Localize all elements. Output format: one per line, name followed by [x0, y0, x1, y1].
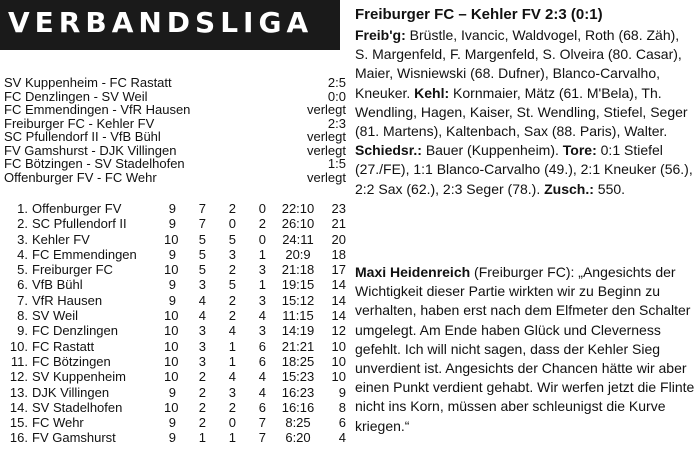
table-row — [4, 293, 346, 308]
table-cell-p: 10 — [164, 231, 179, 247]
table-cell-w: 4 — [198, 292, 206, 308]
table-cell-d: 0 — [228, 415, 236, 431]
table-row — [4, 415, 346, 430]
table-row — [4, 262, 346, 277]
table-cell-l: 4 — [258, 308, 266, 324]
table-cell-goals: 16:16 — [281, 399, 315, 415]
table-cell-w: 3 — [198, 323, 206, 339]
table-row — [4, 323, 346, 338]
table-cell-w: 7 — [198, 216, 206, 232]
table-row — [4, 400, 346, 415]
table-cell-pts: 10 — [331, 353, 346, 369]
table-cell-team: Freiburger FC — [32, 262, 113, 278]
home-label: Freib'g: — [355, 27, 406, 43]
table-cell-rank: 12. — [9, 369, 28, 385]
table-cell-rank: 16. — [9, 430, 28, 446]
table-cell-w: 3 — [198, 353, 206, 369]
table-cell-pts: 9 — [338, 384, 346, 400]
table-cell-p: 9 — [168, 216, 176, 232]
table-cell-d: 0 — [228, 216, 236, 232]
result-row — [4, 76, 346, 90]
table-cell-pts: 8 — [338, 399, 346, 415]
table-cell-d: 3 — [228, 384, 236, 400]
goals-label: Tore: — [562, 142, 597, 159]
table-cell-goals: 21:18 — [281, 262, 315, 278]
referee: Bauer (Kuppenheim). — [425, 142, 559, 159]
table-cell-pts: 18 — [331, 246, 346, 262]
table-cell-p: 9 — [168, 415, 176, 431]
table-cell-team: SV Kuppenheim — [32, 369, 126, 385]
table-cell-d: 2 — [228, 262, 236, 278]
table-cell-team: VfB Bühl — [32, 277, 83, 293]
section-header — [0, 0, 340, 50]
table-row — [4, 354, 346, 369]
table-cell-pts: 4 — [338, 430, 346, 446]
table-cell-rank: 13. — [9, 384, 28, 400]
table-cell-goals: 20:9 — [285, 246, 311, 262]
table-cell-p: 10 — [164, 353, 179, 369]
table-row — [4, 247, 346, 262]
coach-quote — [355, 263, 695, 436]
table-cell-w: 1 — [198, 430, 206, 446]
table-cell-d: 1 — [228, 338, 236, 354]
table-cell-pts: 14 — [331, 277, 346, 293]
table-cell-d: 2 — [228, 201, 236, 216]
table-cell-l: 7 — [258, 415, 266, 431]
table-row — [4, 339, 346, 354]
quote-text: „Angesichts der Wichtigkeit dieser Partie wirkten wir zu Beginn zu verhalten, haben erst nach dem Elfmeter den Schalter umgelegt. Am Ende haben Glück und Cleverness gefehlt. Ich will nicht sagen, dass der Kehler Sieg unverdient ist. Angesichts der Chancen hätte wir aber einen Punkt verdient gehabt. Wir werfen jetzt die Flinte nicht ins Korn, müssen aber schleunigst die Kurve kriegen.“ — [355, 264, 695, 434]
table-cell-goals: 24:11 — [282, 231, 314, 247]
quote-speaker-club: (Freiburger FC): — [474, 264, 575, 280]
quote-speaker: Maxi Heidenreich — [355, 264, 471, 280]
attendance: 550. — [597, 180, 626, 197]
table-row — [4, 308, 346, 323]
table-cell-l: 0 — [258, 231, 266, 247]
table-cell-l: 0 — [258, 201, 266, 216]
table-cell-p: 9 — [168, 292, 176, 308]
table-cell-w: 2 — [198, 369, 206, 385]
table-cell-w: 5 — [198, 262, 206, 278]
table-cell-l: 3 — [258, 323, 266, 339]
table-cell-goals: 15:12 — [281, 292, 315, 308]
section-title: VERBANDSLIGA — [8, 6, 314, 39]
table-cell-rank: 1. — [17, 201, 28, 216]
table-cell-rank: 10. — [9, 338, 28, 354]
result-row — [4, 103, 346, 117]
match-report — [355, 26, 695, 199]
result-row — [4, 171, 346, 185]
table-cell-pts: 10 — [331, 338, 346, 354]
table-cell-rank: 8. — [17, 308, 28, 324]
table-cell-d: 4 — [228, 323, 236, 339]
table-cell-d: 4 — [228, 369, 236, 385]
result-match: Freiburger FC - Kehler FV — [4, 115, 155, 131]
table-cell-l: 4 — [258, 384, 266, 400]
table-cell-goals: 19:15 — [281, 277, 315, 293]
table-cell-l: 6 — [258, 338, 266, 354]
table-cell-pts: 23 — [331, 201, 346, 216]
table-cell-team: VfR Hausen — [32, 292, 103, 308]
away-lineup: Kornmaier, Mätz (61. M'Bela), Th. Wendling, Hagen, Kaiser, St. Wendling, Stiefel, Seger (81. Martens), Kaltenbach, Sax (88. Paris), Walter. — [355, 84, 688, 140]
table-cell-p: 10 — [164, 369, 179, 385]
table-cell-goals: 6:20 — [285, 430, 311, 446]
table-cell-pts: 14 — [331, 308, 346, 324]
table-cell-l: 3 — [258, 292, 266, 308]
result-score: verlegt — [306, 102, 346, 117]
result-row — [4, 157, 346, 171]
result-match: SV Kuppenheim - FC Rastatt — [4, 75, 172, 90]
table-cell-rank: 11. — [10, 353, 28, 369]
table-cell-pts: 21 — [331, 216, 346, 232]
table-cell-pts: 10 — [331, 369, 346, 385]
table-cell-d: 5 — [228, 277, 236, 293]
result-match: FC Denzlingen - SV Weil — [4, 88, 148, 104]
table-cell-p: 9 — [168, 384, 176, 400]
table-cell-w: 4 — [198, 308, 206, 324]
table-cell-goals: 18:25 — [281, 353, 315, 369]
table-cell-pts: 17 — [331, 262, 346, 278]
league-table — [4, 201, 346, 446]
table-cell-p: 9 — [168, 201, 176, 216]
table-cell-l: 1 — [258, 277, 266, 293]
table-cell-l: 6 — [258, 399, 266, 415]
result-row — [4, 90, 346, 104]
table-cell-p: 10 — [164, 262, 179, 278]
table-cell-team: SC Pfullendorf II — [32, 216, 127, 232]
table-row — [4, 369, 346, 384]
table-cell-team: FC Bötzingen — [32, 353, 111, 369]
home-lineup: Brüstle, Ivancic, Waldvogel, Roth (68. Zäh), S. Margenfeld, F. Margenfeld, S. Olveira (80. Casar), Maier, Wisniewski (68. Dufner), Blanco-Carvalho, Kneuker. — [355, 27, 682, 101]
table-cell-p: 9 — [168, 246, 176, 262]
table-cell-rank: 9. — [17, 323, 28, 339]
table-cell-w: 5 — [198, 246, 206, 262]
table-cell-team: SV Stadelhofen — [32, 399, 123, 415]
table-row — [4, 385, 346, 400]
table-cell-pts: 12 — [331, 323, 346, 339]
table-cell-team: DJK Villingen — [32, 384, 110, 400]
table-cell-goals: 16:23 — [281, 384, 315, 400]
table-cell-d: 3 — [228, 246, 236, 262]
result-score: 2:3 — [327, 115, 346, 131]
table-cell-team: Offenburger FV — [32, 201, 122, 216]
table-row — [4, 232, 346, 247]
result-match: Offenburger FV - FC Wehr — [4, 169, 157, 185]
table-cell-p: 10 — [164, 323, 179, 339]
result-match: FC Bötzingen - SV Stadelhofen — [4, 156, 185, 171]
table-cell-goals: 14:19 — [281, 323, 315, 339]
result-score: 1:5 — [327, 156, 346, 171]
table-cell-w: 7 — [198, 201, 206, 216]
results-list — [4, 76, 346, 184]
table-cell-d: 5 — [228, 231, 236, 247]
result-score: 0:0 — [327, 88, 346, 104]
table-cell-p: 10 — [164, 338, 179, 354]
match-headline: Freiburger FC – Kehler FV 2:3 (0:1) — [355, 6, 603, 23]
goals: 0:1 Stiefel (27./FE), 1:1 Blanco-Carvalho (49.), 2:1 Kneuker (56.), 2:2 Sax (62.), 2:3 Seger (78.). — [355, 142, 693, 197]
table-cell-rank: 5. — [17, 262, 28, 278]
table-cell-team: FC Rastatt — [32, 338, 95, 354]
table-cell-rank: 4. — [17, 246, 28, 262]
table-cell-goals: 22:10 — [281, 201, 315, 216]
result-match: FC Emmendingen - VfR Hausen — [4, 102, 191, 117]
table-cell-w: 2 — [198, 384, 206, 400]
table-cell-p: 10 — [164, 308, 179, 324]
result-score: verlegt — [306, 169, 346, 185]
table-cell-goals: 26:10 — [281, 216, 315, 232]
table-cell-pts: 20 — [331, 231, 346, 247]
table-cell-w: 5 — [198, 231, 206, 247]
table-cell-l: 7 — [258, 430, 266, 446]
table-cell-w: 3 — [198, 338, 206, 354]
table-cell-pts: 14 — [331, 292, 346, 308]
result-row — [4, 144, 346, 158]
table-cell-l: 2 — [258, 216, 266, 232]
table-cell-goals: 8:25 — [285, 415, 311, 431]
table-cell-d: 2 — [228, 308, 236, 324]
table-cell-w: 2 — [198, 399, 206, 415]
table-cell-d: 1 — [228, 353, 236, 369]
table-cell-rank: 15. — [9, 415, 28, 431]
table-cell-rank: 3. — [17, 231, 28, 247]
table-cell-w: 3 — [198, 277, 206, 293]
table-cell-goals: 21:21 — [281, 338, 315, 354]
result-row — [4, 117, 346, 131]
table-cell-d: 2 — [228, 292, 236, 308]
table-cell-l: 3 — [258, 262, 266, 278]
result-score: verlegt — [306, 142, 346, 158]
table-cell-team: FV Gamshurst — [32, 430, 116, 446]
result-score: 2:5 — [327, 75, 346, 90]
table-row — [4, 201, 346, 216]
table-cell-team: FC Denzlingen — [32, 323, 118, 339]
table-cell-l: 6 — [258, 353, 266, 369]
table-cell-l: 4 — [258, 369, 266, 385]
attendance-label: Zusch.: — [544, 180, 594, 197]
result-row — [4, 130, 346, 144]
table-cell-rank: 2. — [17, 216, 28, 232]
table-row — [4, 216, 346, 231]
table-cell-p: 9 — [168, 430, 176, 446]
table-cell-l: 1 — [258, 246, 266, 262]
table-cell-rank: 6. — [17, 277, 28, 293]
table-cell-team: SV Weil — [32, 308, 78, 324]
result-score: verlegt — [306, 129, 346, 144]
table-cell-goals: 15:23 — [281, 369, 315, 385]
table-cell-pts: 6 — [338, 415, 346, 431]
result-match: FV Gamshurst - DJK Villingen — [4, 142, 177, 158]
table-cell-w: 2 — [198, 415, 206, 431]
referee-label: Schiedsr.: — [355, 142, 422, 159]
table-cell-rank: 7. — [17, 292, 28, 308]
away-label: Kehl: — [414, 84, 450, 101]
result-match: SC Pfullendorf II - VfB Bühl — [4, 129, 161, 144]
table-cell-p: 9 — [168, 277, 176, 293]
table-row — [4, 430, 346, 445]
table-cell-d: 2 — [228, 399, 236, 415]
table-cell-p: 10 — [164, 399, 179, 415]
table-cell-team: FC Wehr — [32, 415, 84, 431]
table-cell-d: 1 — [228, 430, 236, 446]
table-cell-team: Kehler FV — [32, 231, 90, 247]
table-cell-goals: 11:15 — [282, 308, 314, 324]
table-row — [4, 277, 346, 292]
table-cell-rank: 14. — [9, 399, 28, 415]
table-cell-team: FC Emmendingen — [32, 246, 137, 262]
